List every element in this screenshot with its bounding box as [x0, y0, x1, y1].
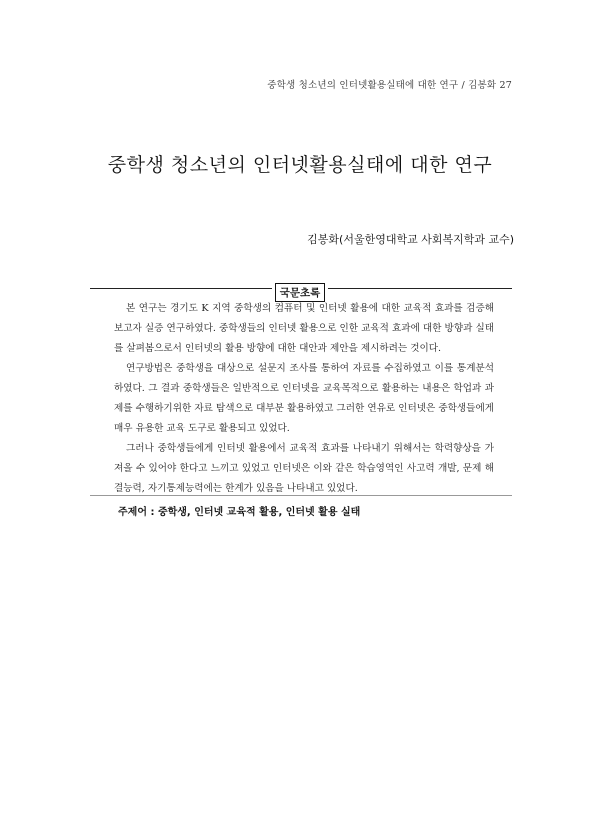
keywords: 주제어 : 중학생, 인터넷 교육적 활용, 인터넷 활용 실태 — [118, 507, 361, 518]
abstract-body — [114, 299, 494, 499]
running-head: 중학생 청소년의 인터넷활용실태에 대한 연구 / 김봉화 27 — [267, 80, 512, 91]
abstract-paragraph: 본 연구는 경기도 K 지역 중학생의 컴퓨터 및 인터넷 활용에 대한 교육적 효과를 검증해 보고자 실증 연구하였다. 중학생들의 인터넷 활용으로 인한 교육적 효과에 대한 방향과 실태를 살펴봄으로서 인터넷의 활용 방향에 대한 대안과 제안을 제시하려는 것이다. — [114, 303, 494, 354]
abstract-paragraph: 그러나 중학생들에게 인터넷 활용에서 교육적 효과를 나타내기 위해서는 학력향상을 가져올 수 있어야 한다고 느끼고 있었고 인터넷은 이와 같은 학습영역인 사고력 개발, 문제 해결능력, 자기통제능력에는 한계가 있음을 나타내고 있었다. — [114, 443, 494, 494]
author-affiliation: 김봉화(서울한영대학교 사회복지학과 교수) — [307, 233, 514, 246]
abstract-label: 국문초록 — [275, 283, 326, 302]
abstract-bottom-divider — [90, 495, 512, 496]
abstract-paragraph: 연구방법은 중학생을 대상으로 설문지 조사를 통하여 자료를 수집하였고 이를 통계분석하였다. 그 결과 중학생들은 일반적으로 인터넷을 교육목적으로 활용하는 내용은 학업과 과제를 수행하기위한 자료 탐색으로 대부분 활용하였고 그러한 연유로 인터넷은 중학생들에게 매우 유용한 교육 도구로 활용되고 있었다. — [114, 363, 494, 434]
paper-title: 중학생 청소년의 인터넷활용실태에 대한 연구 — [107, 154, 493, 176]
